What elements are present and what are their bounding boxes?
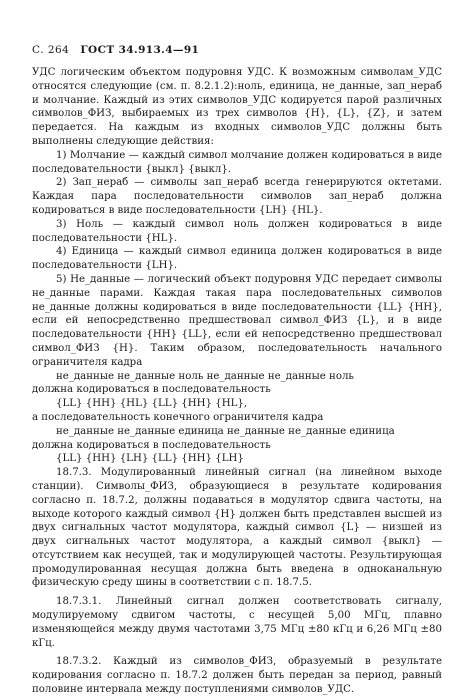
page-number: С. 264 xyxy=(32,44,70,56)
paragraph: 4) Единица — каждый символ единица должен кодироваться в виде последовательности {LH}. xyxy=(32,246,442,272)
sequence-line: {LL} {HH} {HL} {LL} {HH} {HL}, xyxy=(56,398,248,410)
sequence-line: {LL} {HH} {LH} {LL} {HH} {LH} xyxy=(56,453,244,465)
standard-code: ГОСТ 34.913.4—91 xyxy=(80,44,200,56)
paragraph: должна кодироваться в последовательность xyxy=(32,384,271,396)
section-18-7-3: 18.7.3. Модулированный линейный сигнал (на линейном выходе станции). Символы_ФИЗ, образующиеся в результате кодирования согласно п. 18.7.2, должны подаваться в модулятор сдвига частоты, на выходе которого каждый символ {Н} должен быть представлен высшей из двух сигнальных частот модулятора, каждый символ {L} — низшей из двух сигнальных частот модулятора, а каждый символ {выкл} — отсутствием как несущей, так и модулирующей частоты. Результирующая промодулированная несущая должна быть введена в одноканальную физическую среду шины в соответствии с п. 18.7.5. xyxy=(32,467,442,589)
section-18-7-3-2: 18.7.3.2. Каждый из символов_ФИЗ, образуемый в результате кодирования согласно п. 18.7.2 должен быть передан за период, равный половине интервала между поступлениями символов_УДС. xyxy=(32,656,442,696)
sequence-line: не_данные не_данные ноль не_данные не_данные ноль xyxy=(56,370,354,382)
section-18-7-3-1: 18.7.3.1. Линейный сигнал должен соответствовать сигналу, модулируемому сдвигом частоты, с несущей 5,00 МГц, плавно изменяющейся между двумя частотами 3,75 МГц ±80 кГц и 6,26 МГц ±80 кГц. xyxy=(32,596,442,649)
paragraph: 1) Молчание — каждый символ молчание должен кодироваться в виде последовательности {выкл} {выкл}. xyxy=(32,149,442,175)
sequence-line: не_данные не_данные единица не_данные не_данные единица xyxy=(56,425,395,437)
paragraph: 5) Не_данные — логический объект подуровня УДС передает символы не_данные парами. Каждая такая пара последовательных символов не_данные должны кодироваться в виде последовательности {LL} {HH}, если ей непосредственно предшествовал символ_ФИЗ {L}, и в виде последовательности {HH} {LL}, если ей непосредственно предшествовал символ_ФИЗ {Н}. Таким образом, последовательность начального ограничителя кадра xyxy=(32,273,442,368)
paragraph: 3) Ноль — каждый символ ноль должен кодироваться в виде последовательности {HL}. xyxy=(32,218,442,244)
document-body xyxy=(32,66,442,697)
paragraph: а последовательность конечного ограничителя кадра xyxy=(32,411,324,423)
paragraph: 2) Зап_нераб — символы зап_нераб всегда генерируются октетами. Каждая пара последовательности символов зап_нераб должна кодироваться в виде последовательности {LH} {HL}. xyxy=(32,177,442,216)
page-header xyxy=(32,44,199,56)
paragraph: должна кодироваться в последовательность xyxy=(32,439,271,451)
paragraph: УДС логическим объектом подуровня УДС. К возможным символам_УДС относятся следующие (см. п. 8.2.1.2):ноль, единица, не_данные, зап_нераб и молчание. Каждый из этих символов_УДС кодируется парой различных символов_ФИЗ, выбираемых из трех символов {Н}, {L}, {Z}, и затем передается. На каждым из входных символов_УДС должны быть выполнены следующие действия: xyxy=(32,67,442,147)
